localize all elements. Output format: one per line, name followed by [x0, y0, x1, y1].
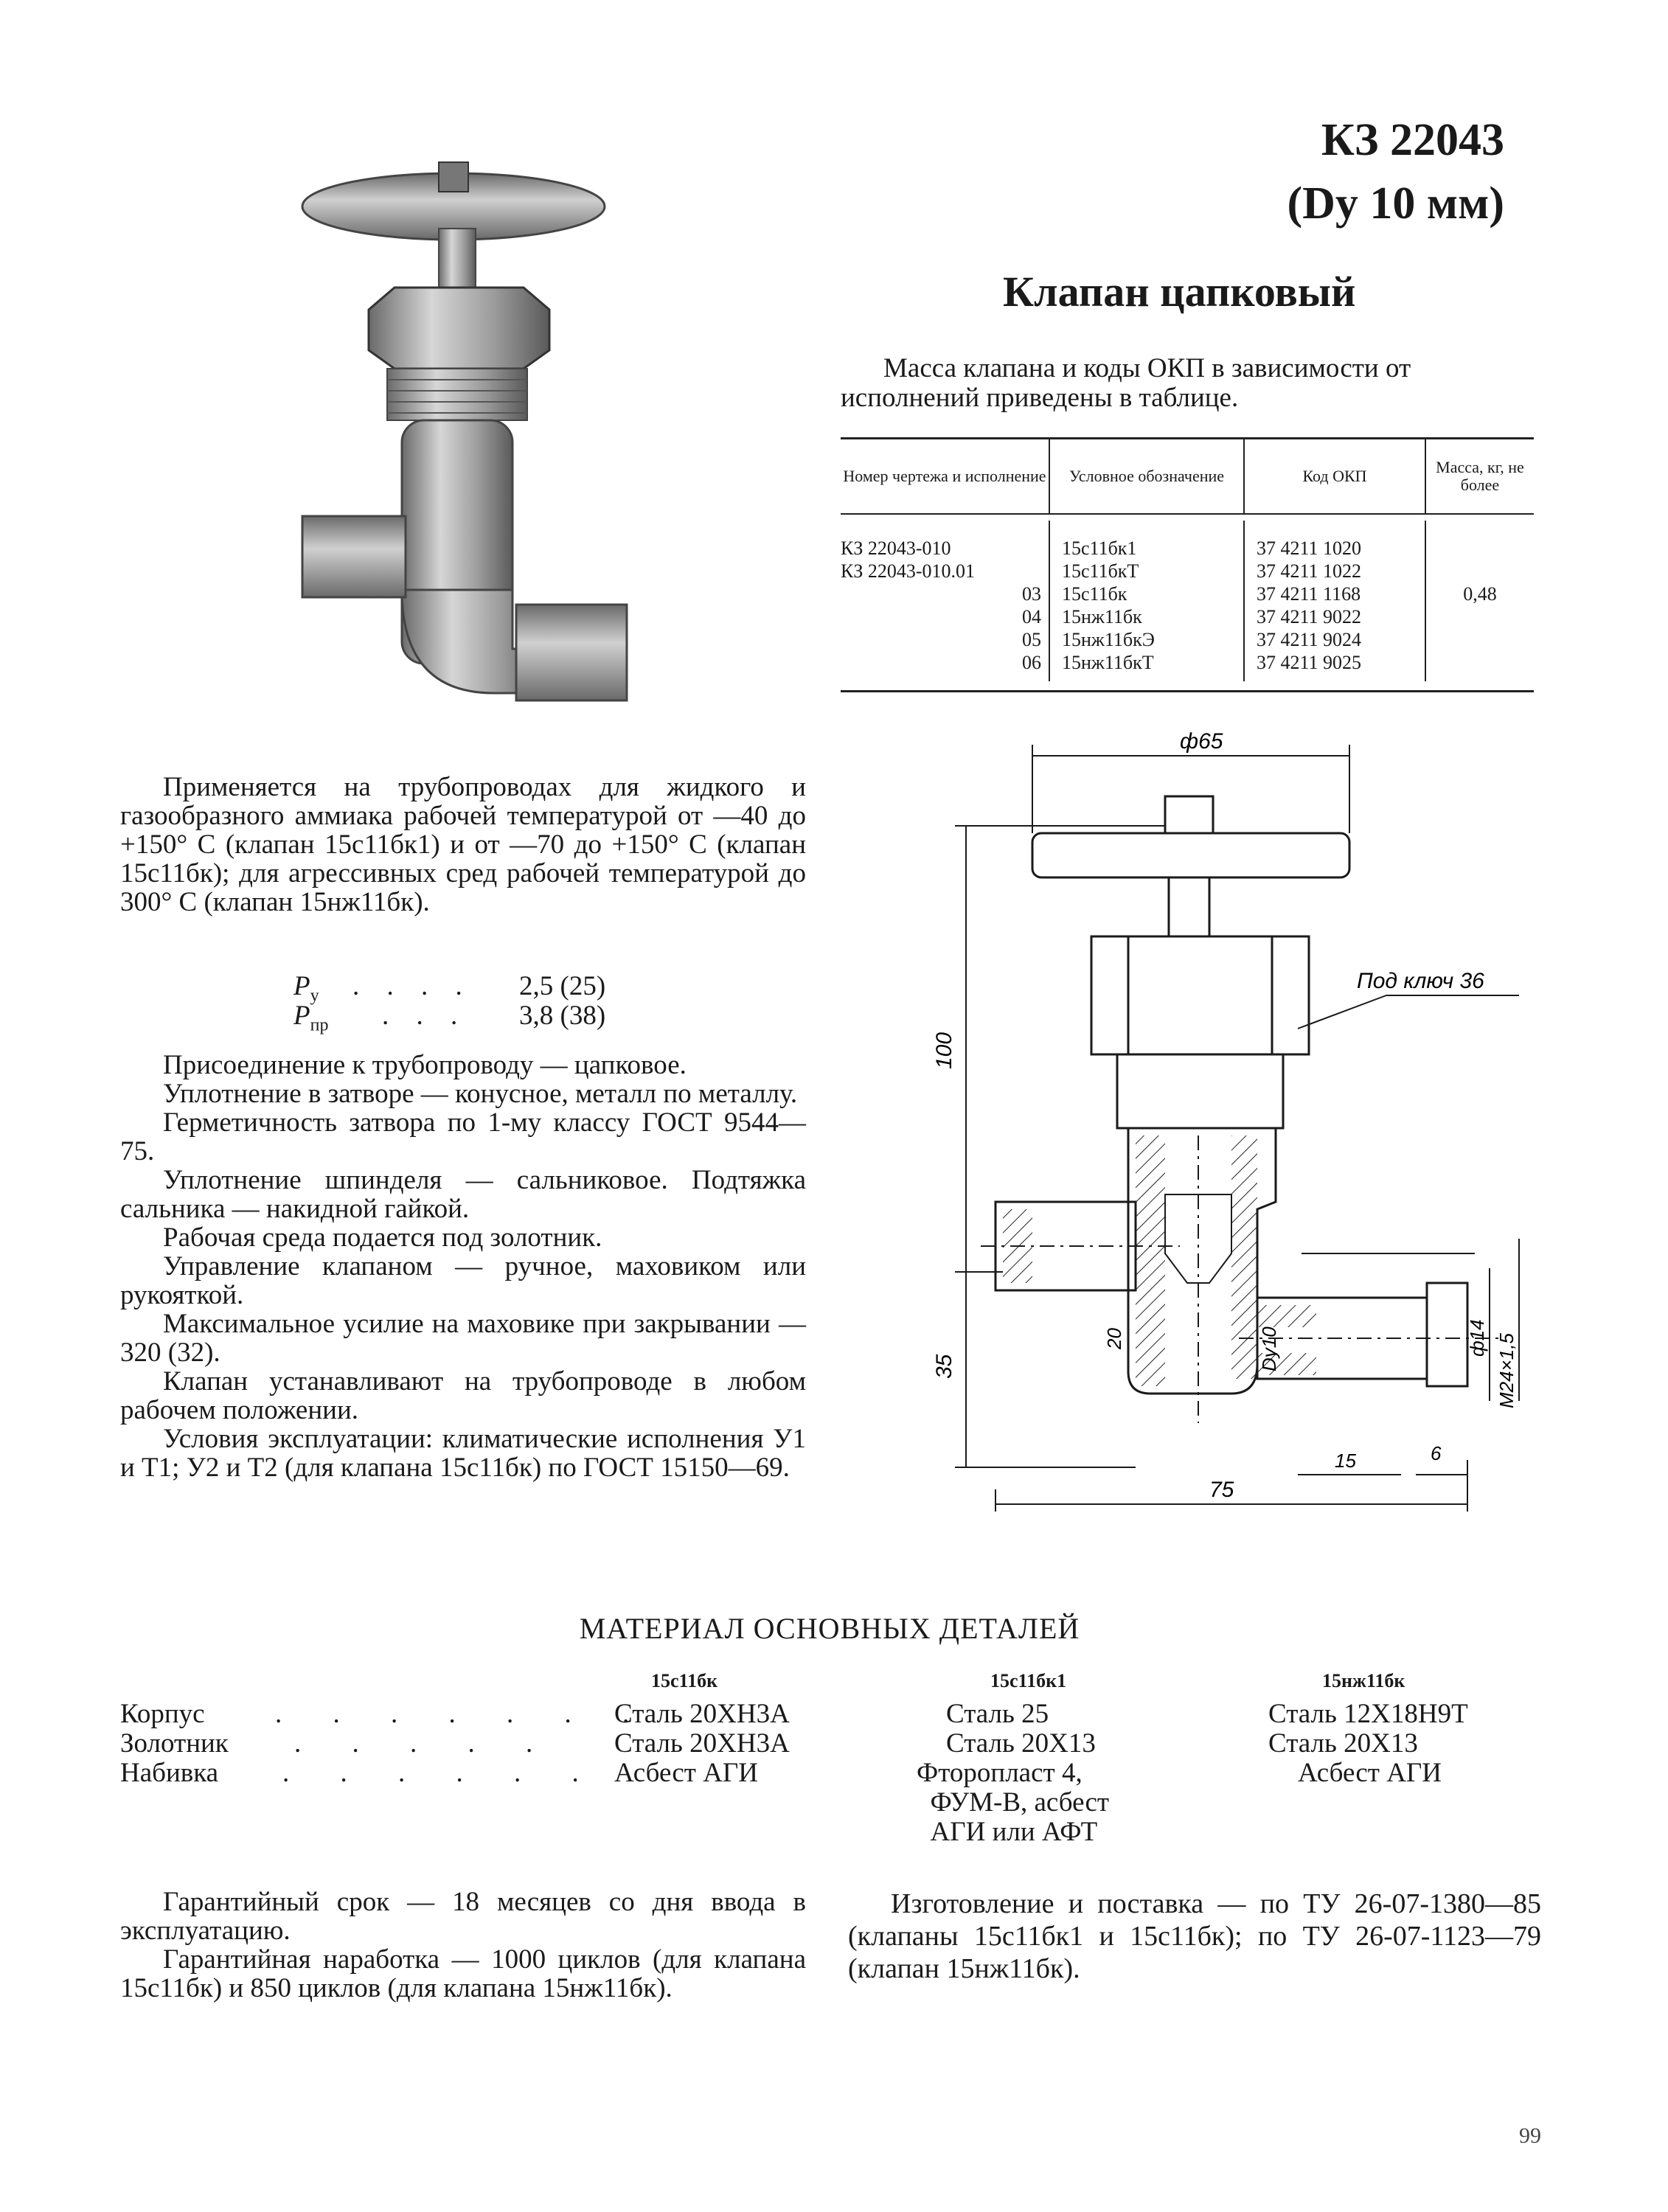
table-row: 05 — [1022, 629, 1041, 650]
pressure-row: $P_у$ . . . . 2,5 (25) — [293, 972, 662, 1001]
specifications-text: Присоединение к трубопроводу — цапковое. Уплотнение в затворе — конусное, металл по металлу. Герметичность затвора по 1-му классу ГОСТ 9544—75. Уплотнение шпинделя — сальниковое. Подтяжка сальника — накидной гайкой. Рабочая среда подается под золотник. Управление клапаном — ручное, маховиком или рукояткой. Максимальное усилие на маховике при закрывании — 320 (32). Клапан устанавливают на трубопроводе в любом рабочем положении. Условия эксплуатации: климатические исполнения У1 и Т1; У2 и Т2 (для клапана 15с11бк) по ГОСТ 15150—69. — [120, 1050, 806, 1483]
wrench-label: Под ключ 36 — [1357, 969, 1484, 993]
dim-6: 6 — [1431, 1442, 1442, 1464]
material-col-head: 15нж11бк — [1322, 1670, 1405, 1691]
table-row: 06 — [1022, 652, 1041, 673]
col-header-designation: Условное обозначение — [1068, 467, 1225, 485]
table-row: КЗ 22043-010 — [841, 538, 951, 559]
dim-20: 20 — [1103, 1328, 1125, 1349]
material-part: Набивка — [120, 1758, 219, 1788]
dim-d14: ф14 — [1466, 1319, 1488, 1357]
manufacturing-text: Изготовление и поставка — по ТУ 26-07-1380—85 (клапаны 15с11бк1 и 15с11бк); по ТУ 26-07-1123—79 (клапан 15нж11бк). — [848, 1888, 1541, 1984]
table-header — [841, 439, 1534, 515]
okp-table — [841, 437, 1534, 692]
col-header-mass: Масса, кг, не более — [1436, 458, 1524, 494]
nominal-size: (Dy 10 мм) — [1287, 178, 1504, 229]
material-part: Корпус — [120, 1699, 205, 1729]
col-header-drawing: Номер чертежа и исполнение — [843, 467, 1046, 485]
valve-drawing — [885, 723, 1549, 1534]
pressure-list — [293, 971, 662, 1035]
valve-photo — [280, 147, 649, 737]
pressure-symbol: $P_{пр}$ — [293, 1001, 329, 1035]
material-col-head: 15с11бк1 — [990, 1670, 1067, 1691]
dim-height: 100 — [932, 1032, 956, 1069]
code-column: 37 4211 1020 37 4211 1022 37 4211 1168 37 4211 9022 37 4211 9024 37 4211 9025 — [1257, 538, 1362, 673]
designation-column: 15с11бк1 15с11бкТ 15с11бк 15нж11бк 15нж11бкЭ 15нж11бкТ — [1062, 538, 1155, 673]
table-intro: Масса клапана и коды ОКП в зависимости от исполнений приведены в таблице. — [841, 353, 1411, 413]
materials-heading: МАТЕРИАЛ ОСНОВНЫХ ДЕТАЛЕЙ — [579, 1612, 1080, 1645]
dim-lower: 35 — [932, 1354, 956, 1379]
application-text: Применяется на трубопроводах для жидкого и газообразного аммиака рабочей температурой от —40 до +150° С (клапан 15с11бк1) и от —70 до +150° С (клапан 15с11бк); для агрессивных сред рабочей температурой до 300° С (клапан 15нж11бк). — [120, 772, 806, 917]
dim-15: 15 — [1335, 1450, 1356, 1472]
drawing-column — [841, 537, 1041, 674]
col-header-code: Код ОКП — [1302, 467, 1367, 485]
mass-value: 0,48 — [1463, 583, 1497, 605]
dim-bore: Dy10 — [1258, 1326, 1280, 1371]
warranty-text: Гарантийный срок — 18 месяцев со дня ввода в эксплуатацию. Гарантийная наработка — 1000 циклов (для клапана 15с11бк) и 850 циклов (для клапана 15нж11бк). — [120, 1887, 806, 2003]
drawing-number: КЗ 22043 — [1321, 115, 1504, 165]
material-col-head: 15с11бк — [651, 1670, 718, 1691]
page-number: 99 — [1519, 2124, 1541, 2148]
dim-width: 75 — [1209, 1478, 1234, 1502]
dim-thread: M24×1,5 — [1495, 1333, 1518, 1408]
pressure-symbol: $P_у$ — [293, 971, 319, 1006]
dim-top: ф65 — [1180, 729, 1223, 754]
table-row: 03 — [1022, 583, 1041, 605]
materials-table: 15с11бк 15с11бк1 15нж11бк Корпус . . . . . . . Сталь 20ХН3А Сталь 25 Сталь 12Х18Н9Т Золотник . . . . . Сталь 20ХН3А Сталь 20Х13 Сталь 20Х13 Набивка . . . . . . Асбест АГИ Фторопласт 4, ФУМ-В, асбест АГИ или АФТ Асбест АГИ — [120, 1666, 1521, 1858]
material-part: Золотник — [120, 1728, 229, 1759]
page-title: Клапан цапковый — [1003, 268, 1356, 316]
table-row: 04 — [1022, 606, 1041, 627]
pressure-row: $P_{пр}$ . . . 3,8 (38) — [293, 1001, 662, 1031]
table-row: КЗ 22043-010.01 — [841, 560, 976, 582]
